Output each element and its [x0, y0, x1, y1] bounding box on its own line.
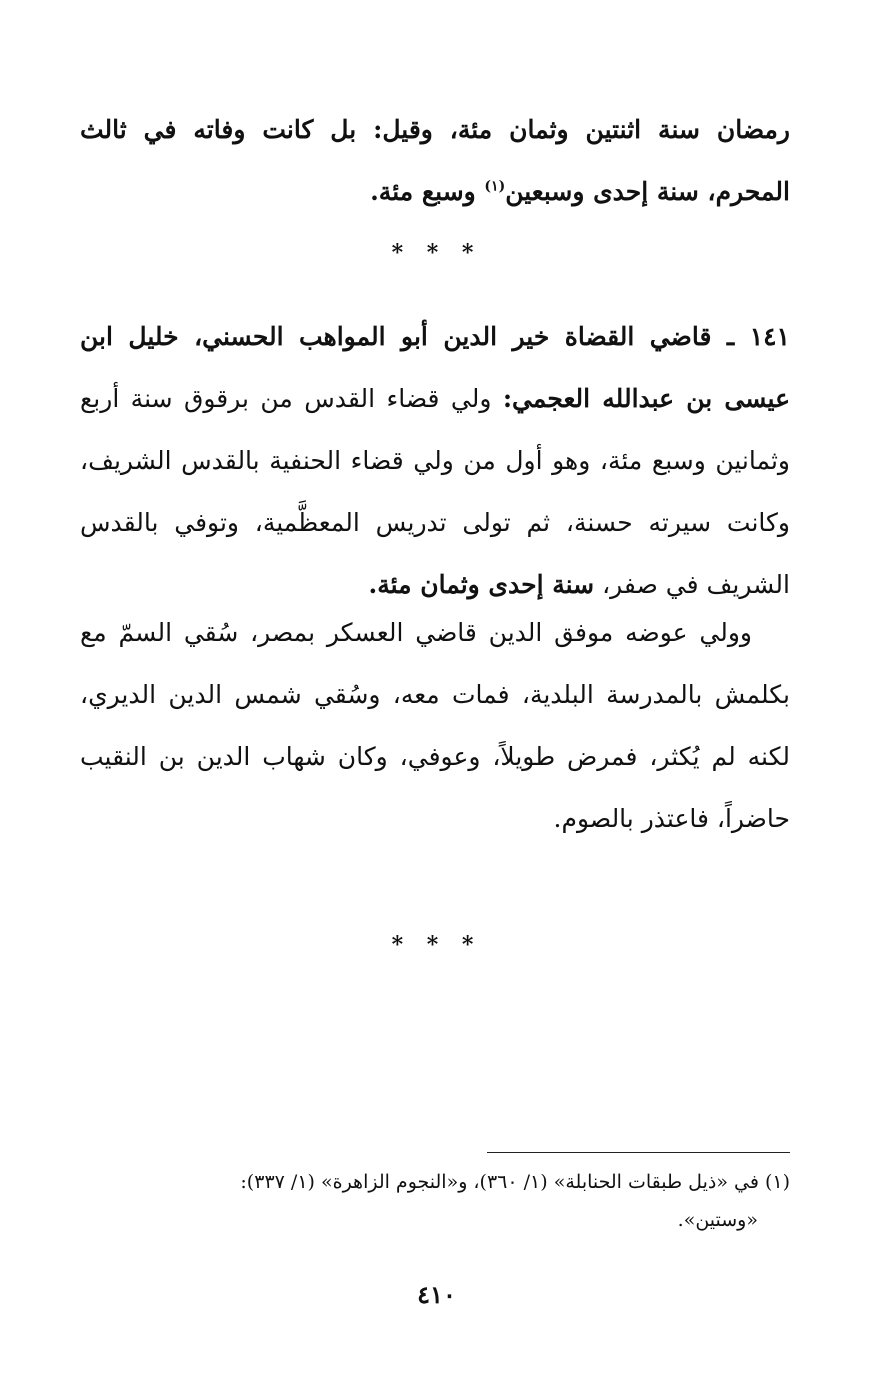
entry-141-heading: ١٤١ ـ قاضي القضاة خير الدين أبو المواهب الحسني، خليل ابن عيسى بن عبدالله العجمي:: [80, 322, 791, 413]
footnote: [80, 1163, 790, 1239]
page-number: ٤١٠: [417, 1280, 456, 1309]
section-separator-1: * * *: [391, 240, 482, 266]
footnote-reference: (١): [484, 178, 506, 195]
second-paragraph: [80, 602, 790, 850]
footnote-line-1: (١) في «ذيل طبقات الحنابلة» (١/ ٣٦٠)، و«النجوم الزاهرة» (١/ ٣٣٧):: [240, 1171, 790, 1193]
top-text-after-ref: وسبع مئة.: [370, 177, 485, 206]
section-separator-2: * * *: [391, 932, 482, 958]
top-text-before-ref: رمضان سنة اثنتين وثمان مئة، وقيل: بل كانت وفاته في ثالث المحرم، سنة إحدى وسبعين: [80, 115, 790, 206]
entry-141-paragraph: [80, 306, 790, 616]
top-paragraph-text: [80, 99, 790, 223]
footnote-line-2: «وستين».: [677, 1209, 758, 1231]
entry-141-body: ولي قضاء القدس من برقوق سنة أربع وثمانين وسبع مئة، وهو أول من ولي قضاء الحنفية بالقدس الشريف، وكانت سيرته حسنة، ثم تولى تدريس المعظَّمية، وتوفي بالقدس الشريف في صفر،: [80, 384, 790, 599]
footnote-divider: [487, 1152, 790, 1153]
top-paragraph: [80, 99, 790, 223]
second-paragraph-text: وولي عوضه موفق الدين قاضي العسكر بمصر، سُقي السمّ مع بكلمش بالمدرسة البلدية، فمات معه، وسُقي شمس الدين الديري، لكنه لم يُكثر، فمرض طويلاً، وعوفي، وكان شهاب الدين بن النقيب حاضراً، فاعتذر بالصوم.: [80, 618, 790, 833]
entry-141-death-date: سنة إحدى وثمان مئة.: [368, 570, 595, 599]
entry-141: [80, 306, 790, 616]
